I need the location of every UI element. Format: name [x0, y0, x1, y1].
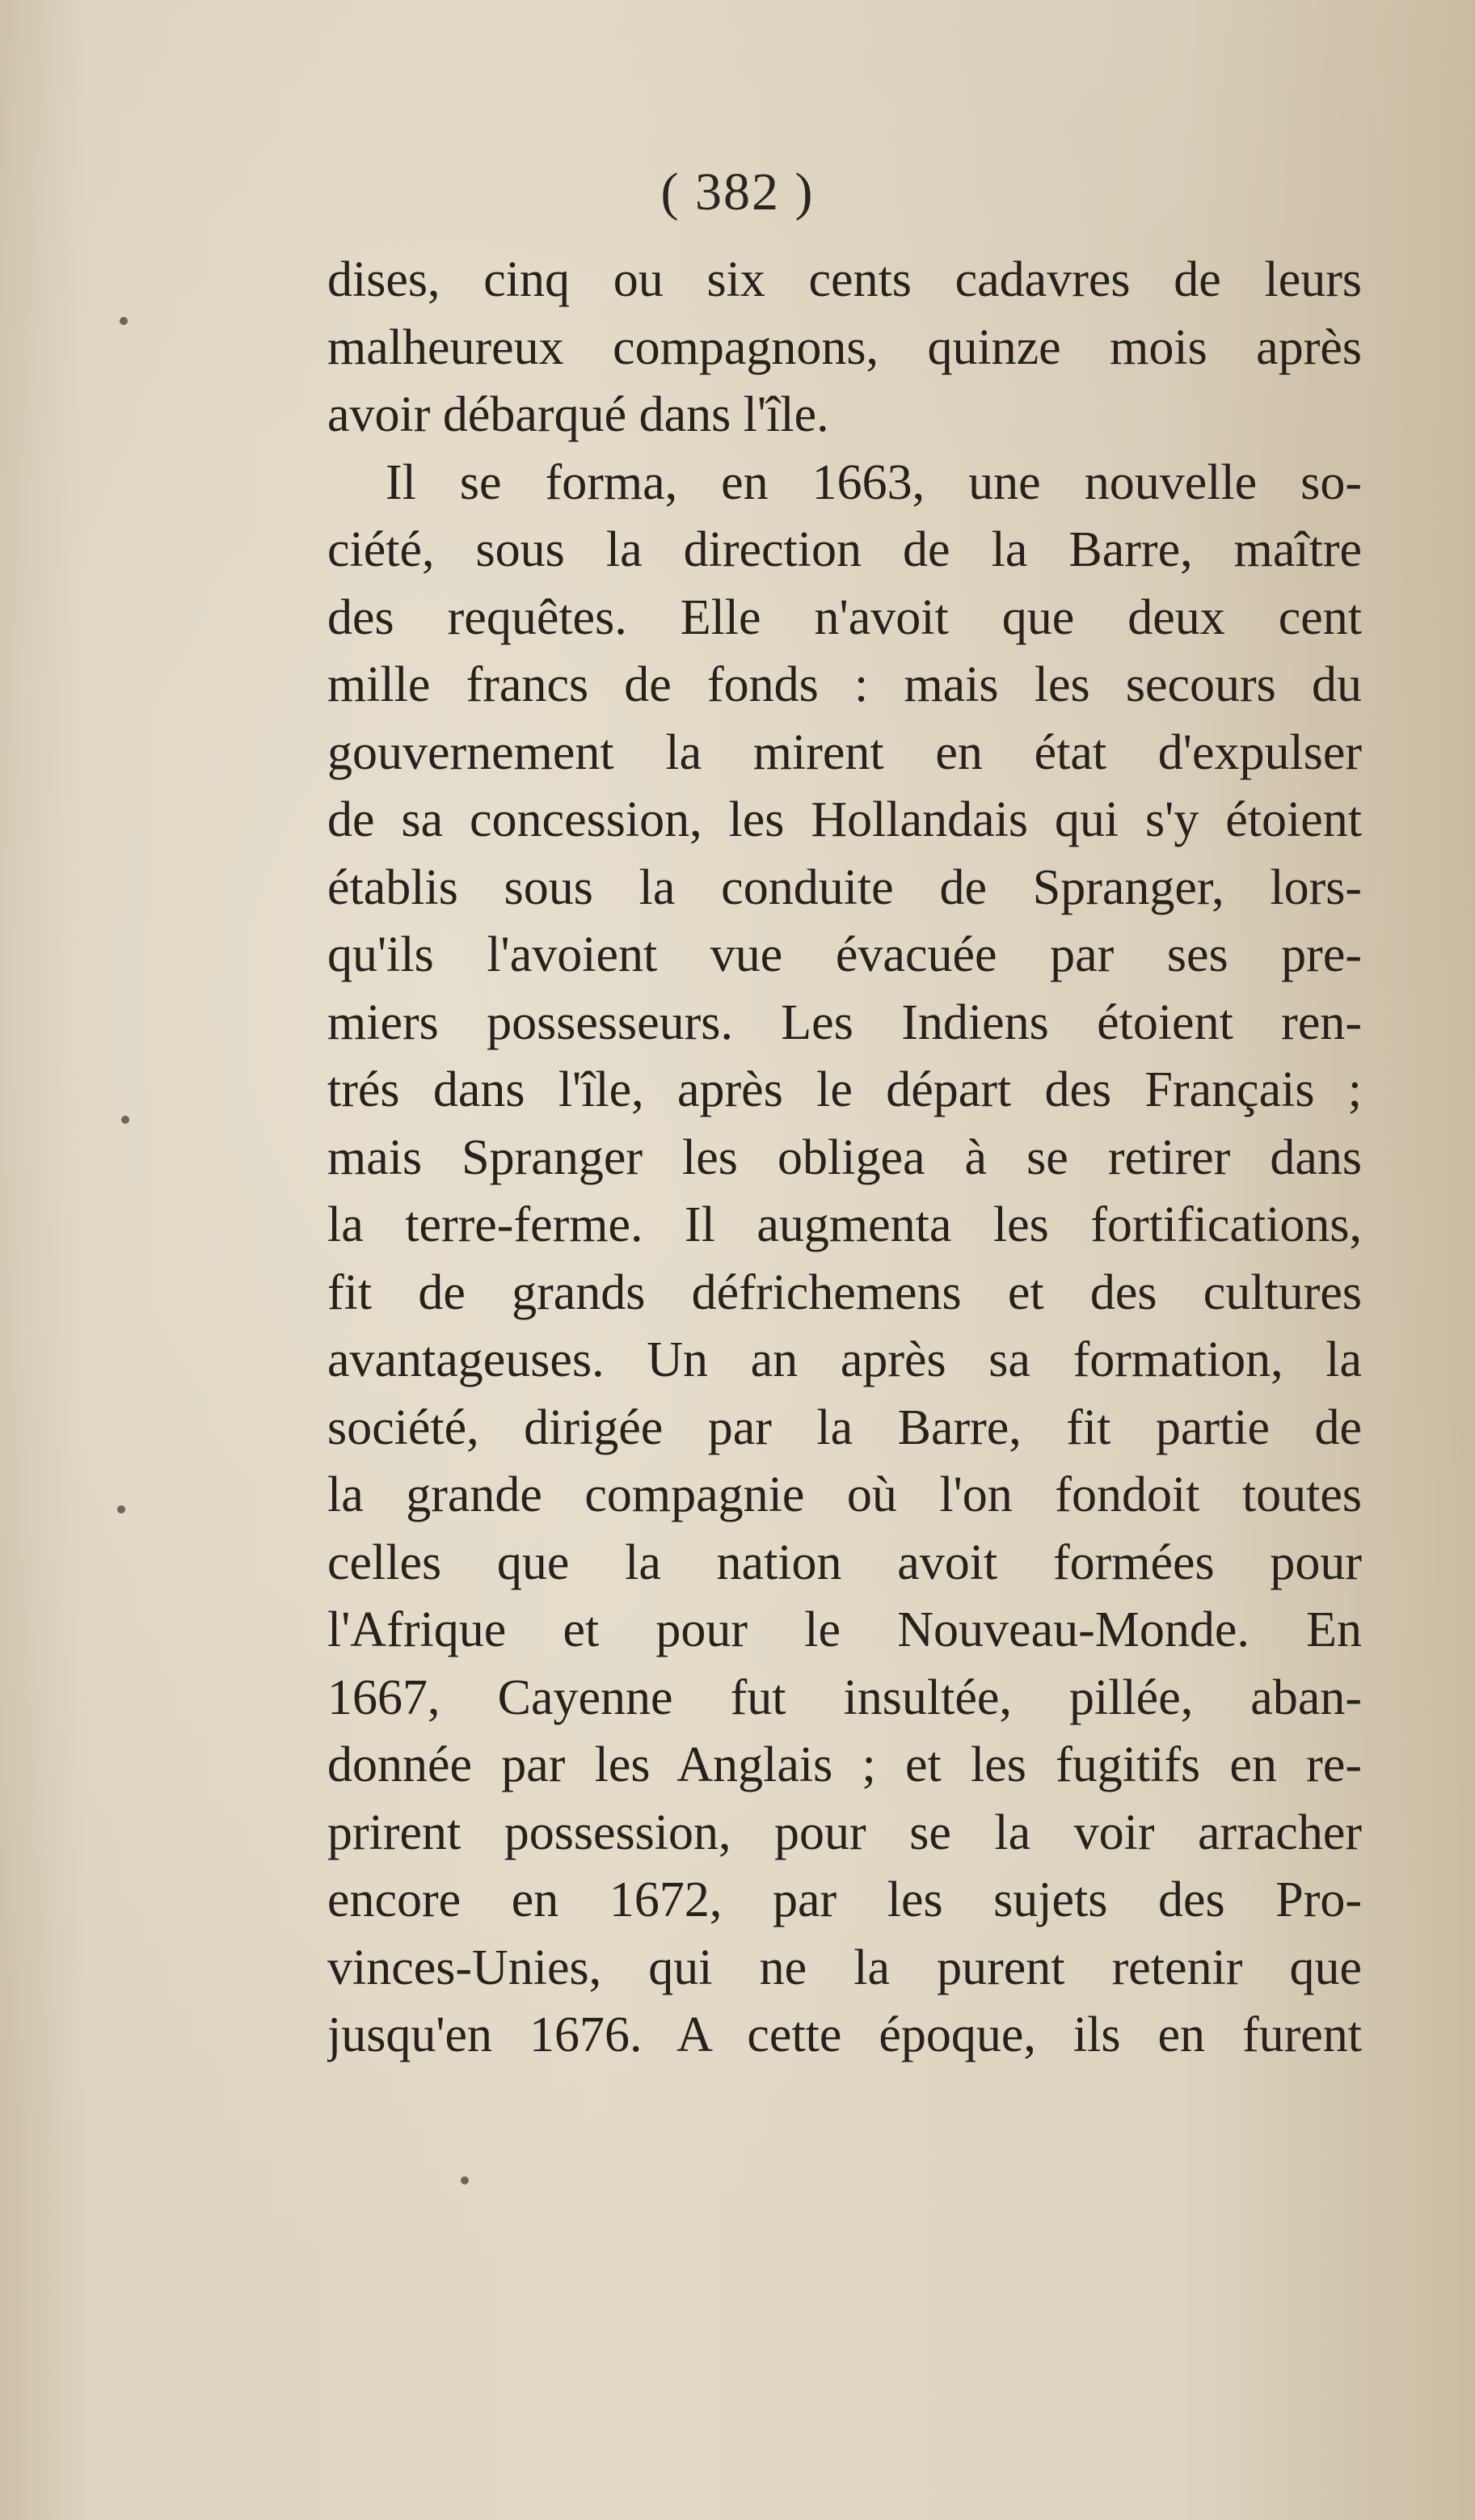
speck: [121, 1116, 129, 1124]
text-line: miers possesseurs. Les Indiens étoient ren-: [327, 994, 1362, 1050]
text-line: gouvernement la mirent en état d'expulser: [327, 724, 1362, 780]
text-line: ciété, sous la direction de la Barre, maître: [327, 522, 1362, 577]
speck: [120, 317, 128, 325]
text-line: donnée par les Anglais ; et les fugitifs en re-: [327, 1737, 1362, 1792]
text-line: société, dirigée par la Barre, fit partie de: [327, 1399, 1362, 1455]
page-number: ( 382 ): [660, 163, 815, 222]
text-line: la grande compagnie où l'on fondoit toutes: [327, 1467, 1362, 1522]
text-line: prirent possession, pour se la voir arracher: [327, 1805, 1362, 1860]
text-line: vinces-Unies, qui ne la purent retenir que: [327, 1940, 1362, 1995]
text-line: malheureux compagnons, quinze mois après: [327, 319, 1362, 375]
text-line: qu'ils l'avoient vue évacuée par ses pre-: [327, 927, 1362, 982]
text-line: mais Spranger les obligea à se retirer dans: [327, 1129, 1362, 1185]
text-line: avoir débarqué dans l'île.: [327, 387, 829, 442]
text-line: trés dans l'île, après le départ des Français ;: [327, 1062, 1362, 1117]
text-line: celles que la nation avoit formées pour: [327, 1534, 1362, 1590]
text-line: jusqu'en 1676. A cette époque, ils en furent: [327, 2007, 1362, 2062]
text-line: avantageuses. Un an après sa formation, la: [327, 1332, 1362, 1387]
text-line: dises, cinq ou six cents cadavres de leurs: [327, 252, 1362, 307]
text-line: encore en 1672, par les sujets des Pro-: [327, 1872, 1362, 1927]
text-line: mille francs de fonds : mais les secours du: [327, 657, 1362, 712]
speck: [461, 2176, 469, 2184]
text-line: l'Afrique et pour le Nouveau-Monde. En: [327, 1602, 1362, 1657]
text-line: de sa concession, les Hollandais qui s'y étoient: [327, 792, 1362, 847]
text-line: établis sous la conduite de Spranger, lors-: [327, 859, 1362, 915]
body-text: [327, 247, 1362, 2070]
text-line: 1667, Cayenne fut insultée, pillée, aban-: [327, 1669, 1362, 1725]
text-line: fit de grands défrichemens et des cultures: [327, 1264, 1362, 1320]
text-line: des requêtes. Elle n'avoit que deux cent: [327, 589, 1362, 645]
text-line: la terre-ferme. Il augmenta les fortifications,: [327, 1197, 1362, 1252]
text-line: Il se forma, en 1663, une nouvelle so-: [386, 454, 1362, 510]
speck: [117, 1505, 125, 1513]
